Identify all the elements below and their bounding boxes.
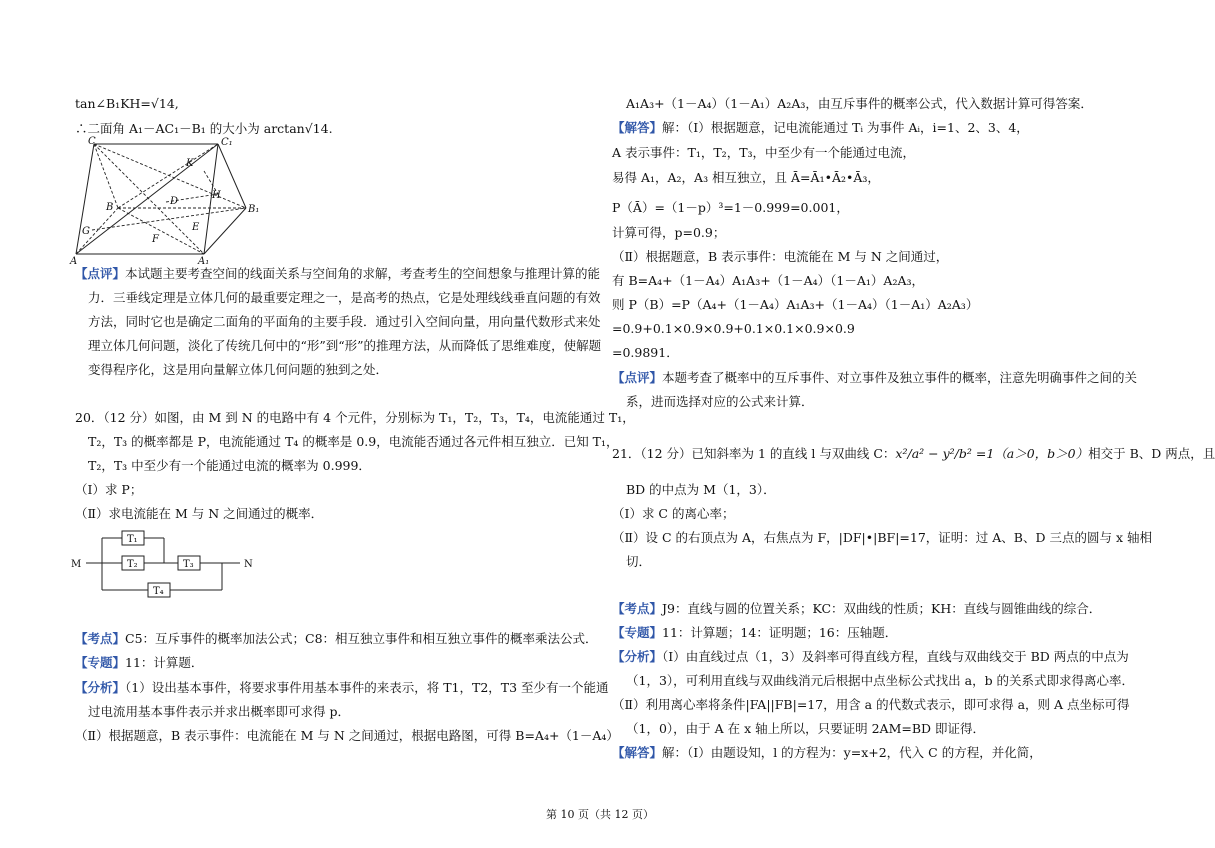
text-line: 过电流用基本事件表示并求出概率即可求得 p． [88,704,350,719]
kaodian-line: 【考点】C5：互斥事件的概率加法公式；C8：相互独立事件和相互独立事件的概率乘法公式． [75,631,598,646]
label-C: C [88,136,96,147]
text-line: （Ⅱ）设 C 的右顶点为 A，右焦点为 F，|DF|•|BF|=17，证明：过 A、B、D 三点的圆与 x 轴相 [612,530,1152,545]
text-line: （Ⅱ）根据题意，B 表示事件：电流能在 M 与 N 之间通过，根据电路图，可得 B=A₄+（1－A₄） [75,728,619,743]
page-footer: 第 10 页（共 12 页） [546,808,654,821]
text-line: 则 P（B）=P（A₄+（1－A₄）A₁A₃+（1－A₄）（1－A₁）A₂A₃） [612,297,979,312]
text-line: =0.9891． [612,345,679,360]
text-line: 计算可得，p=0.9； [612,225,726,240]
review-line: 【点评】本试题主要考查空间的线面关系与空间角的求解，考查考生的空间想象与推理计算的能 [75,266,601,281]
zhuanti-line: 【专题】11：计算题；14：证明题；16：压轴题． [612,625,898,640]
label-T4: T₄ [153,586,164,597]
label-A1: A₁ [198,256,210,267]
text-line: ∴二面角 A₁－AC₁－B₁ 的大小为 arctan√14. [75,121,333,136]
tag-review: 【点评】 [75,266,126,281]
label-K: K [186,158,194,169]
answer-line: 【解答】解：（Ⅰ）根据题意，记电流能通过 Tᵢ 为事件 Aᵢ，i=1、2、3、4， [612,120,1029,135]
review-line: 【点评】本题考查了概率中的互斥事件、对立事件及独立事件的概率，注意先明确事件之间的关 [612,370,1138,385]
label-A: A [70,256,78,267]
text-line: A 表示事件：T₁，T₂，T₃，中至少有一个能通过电流， [612,145,916,160]
text-line: 力．三垂线定理是立体几何的最重要定理之一，是高考的热点，它是处理线线垂直问题的有效 [88,290,601,305]
label-F: F [152,234,159,245]
text-line: T₂，T₃ 的概率都是 P，电流能通过 T₄ 的概率是 0.9，电流能否通过各元件相互独立．已知 T₁， [88,434,619,449]
text-line: 易得 A₁，A₂，A₃ 相互独立，且 Ā=Ā₁•Ā₂•Ā₃， [612,170,880,185]
text-line: （1，0），由于 A 在 x 轴上所以，只要证明 2AM=BD 即证得． [626,721,986,736]
label-C1: C₁ [221,137,233,148]
text-line: （Ⅱ）求电流能在 M 与 N 之间通过的概率． [75,506,324,521]
label-T3: T₃ [183,559,194,570]
question-20: 20．（12 分）如图，由 M 到 N 的电路中有 4 个元件，分别标为 T₁，T₂，T₃，T₄，电流能通过 T₁， [75,410,635,425]
text-line: 方法，同时它也是确定二面角的平面角的主要手段．通过引入空间向量，用向量代数形式来处 [88,314,601,329]
text-line: T₂，T₃ 中至少有一个能通过电流的概率为 0.999． [88,458,371,473]
label-N: N [244,559,253,570]
label-T1: T₁ [127,534,138,545]
text-line: A₁A₃+（1－A₄）（1－A₁）A₂A₃，由互斥事件的概率公式，代入数据计算可得答案． [626,96,1093,111]
question-21: 21．（12 分）已知斜率为 1 的直线 l 与双曲线 C：x²/a² − y²/b² =1（a＞0，b＞0）相交于 B、D 两点，且 [612,446,1215,461]
fenxi-line: 【分析】（Ⅰ）由直线过点（1，3）及斜率可得直线方程，直线与双曲线交于 BD 两点的中点为 [612,649,1129,664]
text-line: 切． [626,554,652,569]
text-line: 变得程序化，这是用向量解立体几何问题的独到之处． [88,362,389,377]
text-line: （Ⅰ）求 P； [75,482,143,497]
zhuanti-line: 【专题】11：计算题． [75,655,204,670]
label-E: E [192,222,200,233]
label-B1: B₁ [248,204,260,215]
text-line: 有 B=A₄+（1－A₄）A₁A₃+（1－A₄）（1－A₁）A₂A₃， [612,273,924,288]
text-line: tan∠B₁KH=√14, [75,96,179,111]
text-line: =0.9+0.1×0.9×0.9+0.1×0.1×0.9×0.9 [612,321,855,336]
text-line: （Ⅱ）利用离心率将条件|FA||FB|=17，用含 a 的代数式表示，即可求得 a，则 A 点坐标可得 [612,697,1130,712]
kaodian-line: 【考点】J9：直线与圆的位置关系；KC：双曲线的性质；KH：直线与圆锥曲线的综合． [612,601,1102,616]
text-line: （Ⅰ）求 C 的离心率； [612,506,735,521]
text-line: （1，3），可利用直线与双曲线消元后根据中点坐标公式找出 a，b 的关系式即求得离心率． [626,673,1135,688]
answer-line: 【解答】解：（Ⅰ）由题设知，l 的方程为：y=x+2，代入 C 的方程，并化简， [612,745,1042,760]
text-line: 理立体几何问题，淡化了传统几何中的“形”到“形”的推理方法，从而降低了思维难度，使解题 [88,338,602,353]
text-line: 系，进而选择对应的公式来计算． [626,394,814,409]
fenxi-line: 【分析】（1）设出基本事件，将要求事件用基本事件的来表示，将 T1，T2，T3 至少有一个能通 [75,680,609,695]
prism-figure [68,136,268,266]
text-line: （Ⅱ）根据题意，B 表示事件：电流能在 M 与 N 之间通过， [612,249,949,264]
label-G: G [82,226,90,237]
text-line: BD 的中点为 M（1，3）． [626,482,776,497]
label-H: H [212,190,221,201]
circuit-figure [68,524,268,604]
label-M: M [71,559,82,570]
label-D: D [170,196,179,207]
text-line: P（Ā）=（1－p）³=1－0.999=0.001， [612,200,849,215]
hyperbola-equation: x²/a² − y²/b² =1（a＞0，b＞0） [895,446,1089,461]
label-T2: T₂ [127,559,138,570]
label-B: B [106,202,114,213]
